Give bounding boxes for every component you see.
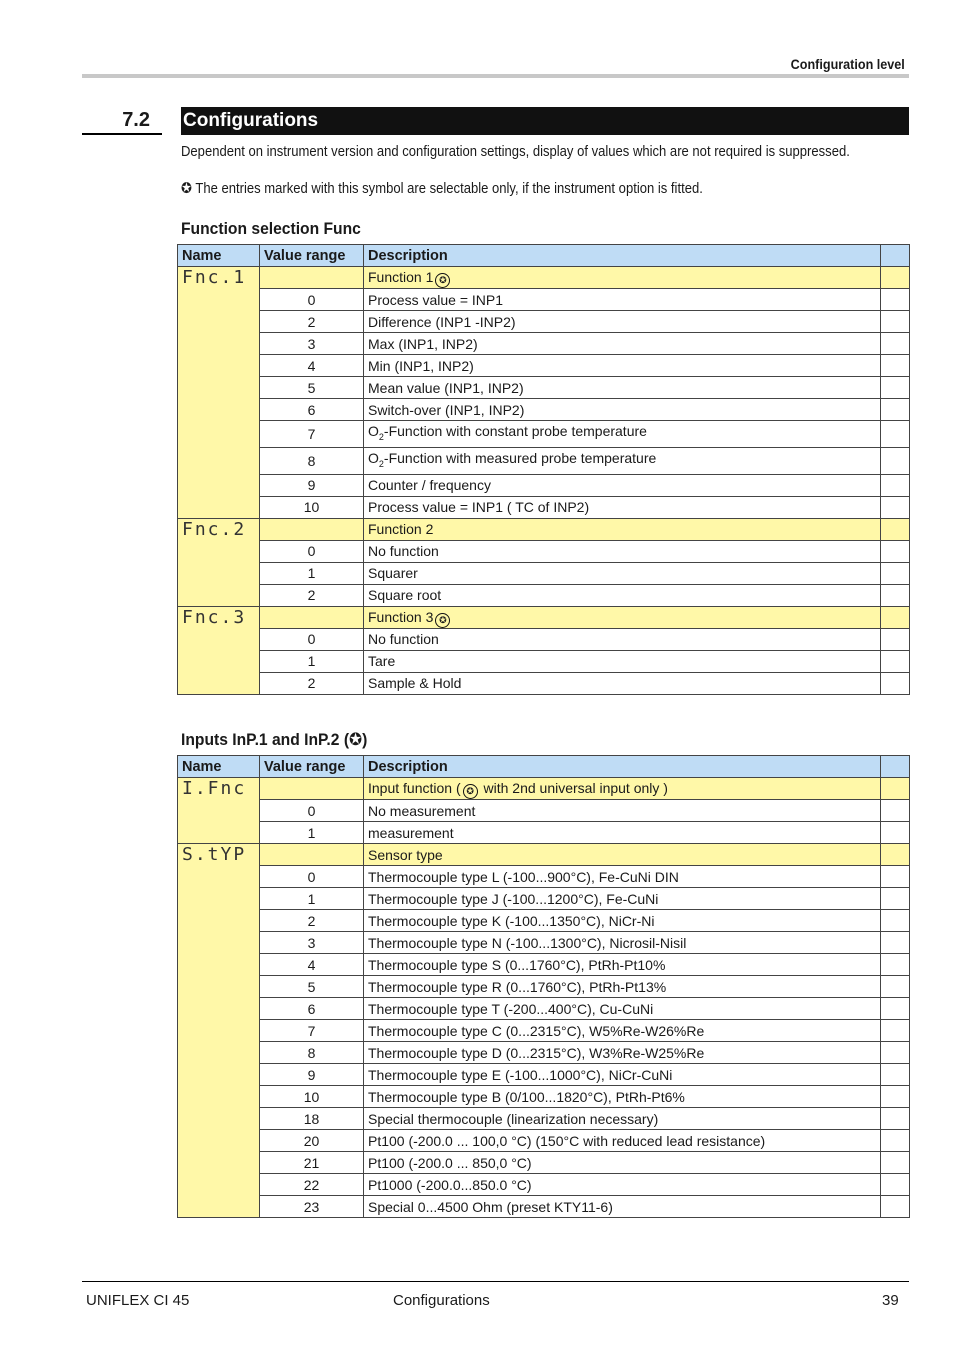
- description-cell: Special thermocouple (linearization necessary): [364, 1108, 881, 1130]
- extra-cell: [881, 333, 910, 355]
- extra-cell: [881, 496, 910, 518]
- description-cell: Pt100 (-200.0 ... 100,0 °C) (150°C with reduced lead resistance): [364, 1130, 881, 1152]
- extra-cell: [881, 822, 910, 844]
- table-row: [178, 1108, 910, 1130]
- extra-cell: [881, 910, 910, 932]
- extra-cell: [881, 1064, 910, 1086]
- table-header-row: [178, 756, 910, 778]
- table-row: [178, 399, 910, 421]
- description-cell: Squarer: [364, 562, 881, 584]
- table-row: [178, 1174, 910, 1196]
- description-cell: Thermocouple type C (0...2315°C), W5%Re-W26%Re: [364, 1020, 881, 1042]
- table-row: [178, 910, 910, 932]
- group-value-cell: [260, 518, 364, 540]
- value-cell: 9: [260, 1064, 364, 1086]
- table2-title: [181, 730, 367, 750]
- value-cell: 1: [260, 822, 364, 844]
- group-title-text: Function 1: [368, 269, 434, 285]
- group-title: [364, 267, 881, 289]
- table-row: [178, 474, 910, 496]
- table-row: [178, 628, 910, 650]
- parameter-name: Fnc.1: [178, 267, 260, 519]
- inputs-table: [177, 755, 910, 1218]
- footer-page-number: 39: [882, 1292, 899, 1309]
- table-row: [178, 1086, 910, 1108]
- description-cell: Thermocouple type J (-100...1200°C), Fe-CuNi: [364, 888, 881, 910]
- table-row: [178, 447, 910, 474]
- option-symbol-icon: ✪: [435, 613, 450, 628]
- group-title-text: Sensor type: [368, 846, 443, 863]
- value-cell: 5: [260, 976, 364, 998]
- extra-cell: [881, 998, 910, 1020]
- extra-cell: [881, 628, 910, 650]
- extra-cell: [881, 355, 910, 377]
- table-row: [178, 1152, 910, 1174]
- table-row: [178, 311, 910, 333]
- col-header-name: Name: [178, 245, 260, 267]
- extra-cell: [881, 932, 910, 954]
- table-row: [178, 800, 910, 822]
- table-row: [178, 540, 910, 562]
- description-cell: No function: [364, 628, 881, 650]
- extra-cell: [881, 1130, 910, 1152]
- description-cell: Sample & Hold: [364, 672, 881, 694]
- description-cell: $O_2$-Function with measured probe temperature: [364, 447, 881, 474]
- extra-cell: [881, 399, 910, 421]
- group-row: [178, 267, 910, 289]
- value-cell: 0: [260, 800, 364, 822]
- extra-cell: [881, 474, 910, 496]
- value-cell: 1: [260, 888, 364, 910]
- value-cell: 5: [260, 377, 364, 399]
- col-header-value-range: Value range: [260, 245, 364, 267]
- description-cell: Mean value (INP1, INP2): [364, 377, 881, 399]
- table-row: [178, 976, 910, 998]
- value-cell: 10: [260, 1086, 364, 1108]
- group-title: [364, 606, 881, 628]
- table-row: [178, 584, 910, 606]
- extra-cell: [881, 650, 910, 672]
- description-cell: Thermocouple type R (0...1760°C), PtRh-Pt13%: [364, 976, 881, 998]
- table-row: [178, 822, 910, 844]
- value-cell: 9: [260, 474, 364, 496]
- symbol-note: [181, 181, 703, 197]
- table2-title-text: Inputs InP.1 and InP.2 (: [181, 730, 350, 749]
- symbol-note-text: The entries marked with this symbol are selectable only, if the instrument option is fitted.: [195, 181, 703, 197]
- value-cell: 7: [260, 1020, 364, 1042]
- table-row: [178, 954, 910, 976]
- extra-cell: [881, 540, 910, 562]
- value-cell: 3: [260, 932, 364, 954]
- col-header-value-range: Value range: [260, 756, 364, 778]
- description-cell: measurement: [364, 822, 881, 844]
- value-cell: 20: [260, 1130, 364, 1152]
- value-cell: 0: [260, 289, 364, 311]
- option-symbol-icon: ✪: [435, 273, 450, 288]
- header-rule: [82, 74, 909, 78]
- value-cell: 6: [260, 998, 364, 1020]
- group-row: [178, 844, 910, 866]
- extra-cell: [881, 289, 910, 311]
- description-cell: Switch-over (INP1, INP2): [364, 399, 881, 421]
- value-cell: 21: [260, 1152, 364, 1174]
- extra-cell: [881, 672, 910, 694]
- extra-cell: [881, 267, 910, 289]
- extra-cell: [881, 584, 910, 606]
- extra-cell: [881, 1152, 910, 1174]
- group-title-suffix: with 2nd universal input only ): [479, 780, 668, 796]
- col-header-extra: [881, 756, 910, 778]
- description-cell: Thermocouple type E (-100...1000°C), NiCr-CuNi: [364, 1064, 881, 1086]
- description-cell: Min (INP1, INP2): [364, 355, 881, 377]
- col-header-description: Description: [364, 245, 881, 267]
- table-row: [178, 672, 910, 694]
- table-row: [178, 866, 910, 888]
- value-cell: 1: [260, 650, 364, 672]
- section-title-bar: [181, 107, 909, 135]
- extra-cell: [881, 1086, 910, 1108]
- extra-cell: [881, 1020, 910, 1042]
- value-cell: 2: [260, 672, 364, 694]
- description-cell: Thermocouple type D (0...2315°C), W3%Re-W25%Re: [364, 1042, 881, 1064]
- extra-cell: [881, 1042, 910, 1064]
- description-cell: No measurement: [364, 800, 881, 822]
- extra-cell: [881, 421, 910, 448]
- description-cell: $O_2$-Function with constant probe temperature: [364, 421, 881, 448]
- col-header-name: Name: [178, 756, 260, 778]
- parameter-name: S.tYP: [178, 844, 260, 1218]
- extra-cell: [881, 800, 910, 822]
- value-cell: 7: [260, 421, 364, 448]
- table2-title-close: ): [362, 730, 368, 749]
- table1-title: Function selection Func: [181, 219, 361, 238]
- table-row: [178, 562, 910, 584]
- extra-cell: [881, 844, 910, 866]
- description-cell: Thermocouple type L (-100...900°C), Fe-CuNi DIN: [364, 866, 881, 888]
- description-cell: Thermocouple type K (-100...1350°C), NiCr-Ni: [364, 910, 881, 932]
- value-cell: 1: [260, 562, 364, 584]
- description-cell: Difference (INP1 -INP2): [364, 311, 881, 333]
- group-title-text: Function 3: [368, 608, 434, 625]
- extra-cell: [881, 1174, 910, 1196]
- extra-cell: [881, 976, 910, 998]
- table-row: [178, 421, 910, 448]
- description-cell: Thermocouple type B (0/100...1820°C), PtRh-Pt6%: [364, 1086, 881, 1108]
- value-cell: 0: [260, 628, 364, 650]
- running-header: Configuration level: [790, 56, 905, 72]
- extra-cell: [881, 866, 910, 888]
- table-row: [178, 377, 910, 399]
- value-cell: 4: [260, 355, 364, 377]
- group-value-cell: [260, 778, 364, 800]
- value-cell: 2: [260, 910, 364, 932]
- table-header-row: [178, 245, 910, 267]
- extra-cell: [881, 1196, 910, 1218]
- value-cell: 0: [260, 866, 364, 888]
- description-cell: Pt100 (-200.0 ... 850,0 °C): [364, 1152, 881, 1174]
- description-cell: Thermocouple type T (-200...400°C), Cu-CuNi: [364, 998, 881, 1020]
- parameter-name: Fnc.2: [178, 518, 260, 606]
- extra-cell: [881, 311, 910, 333]
- parameter-name: Fnc.3: [178, 606, 260, 694]
- description-cell: Max (INP1, INP2): [364, 333, 881, 355]
- description-cell: Tare: [364, 650, 881, 672]
- group-value-cell: [260, 606, 364, 628]
- option-symbol-icon: ✪: [181, 181, 192, 197]
- footer-rule: [82, 1281, 909, 1282]
- group-row: [178, 518, 910, 540]
- intro-paragraph: Dependent on instrument version and configuration settings, display of values which are not required is suppressed.: [181, 144, 850, 160]
- extra-cell: [881, 888, 910, 910]
- table-row: [178, 1020, 910, 1042]
- extra-cell: [881, 1108, 910, 1130]
- group-title: [364, 844, 881, 866]
- table-row: [178, 932, 910, 954]
- section-title: Configurations: [183, 110, 319, 131]
- group-title-text: Input function (: [368, 780, 461, 796]
- value-cell: 4: [260, 954, 364, 976]
- table-row: [178, 888, 910, 910]
- value-cell: 18: [260, 1108, 364, 1130]
- extra-cell: [881, 518, 910, 540]
- description-cell: Square root: [364, 584, 881, 606]
- description-cell: Process value = INP1: [364, 289, 881, 311]
- parameter-name: I.Fnc: [178, 778, 260, 844]
- group-title: [364, 518, 881, 540]
- footer-chapter: Configurations: [393, 1292, 490, 1309]
- extra-cell: [881, 562, 910, 584]
- section-number: 7.2: [122, 109, 150, 131]
- section-number-box: [82, 106, 162, 135]
- group-row: [178, 778, 910, 800]
- table-row: [178, 289, 910, 311]
- value-cell: 8: [260, 447, 364, 474]
- table-row: [178, 1130, 910, 1152]
- table-row: [178, 355, 910, 377]
- table-row: [178, 998, 910, 1020]
- value-cell: 6: [260, 399, 364, 421]
- description-cell: Thermocouple type S (0...1760°C), PtRh-Pt10%: [364, 954, 881, 976]
- description-cell: Pt1000 (-200.0...850.0 °C): [364, 1174, 881, 1196]
- extra-cell: [881, 778, 910, 800]
- footer-product: UNIFLEX CI 45: [86, 1292, 190, 1309]
- col-header-extra: [881, 245, 910, 267]
- table-row: [178, 1042, 910, 1064]
- table-row: [178, 1196, 910, 1218]
- extra-cell: [881, 447, 910, 474]
- value-cell: 0: [260, 540, 364, 562]
- value-cell: 2: [260, 584, 364, 606]
- group-value-cell: [260, 844, 364, 866]
- value-cell: 22: [260, 1174, 364, 1196]
- extra-cell: [881, 377, 910, 399]
- description-cell: No function: [364, 540, 881, 562]
- description-cell: Thermocouple type N (-100...1300°C), Nicrosil-Nisil: [364, 932, 881, 954]
- value-cell: 8: [260, 1042, 364, 1064]
- extra-cell: [881, 606, 910, 628]
- table-row: [178, 496, 910, 518]
- group-title-text: Function 2: [368, 521, 434, 538]
- table-row: [178, 333, 910, 355]
- table-row: [178, 650, 910, 672]
- col-header-description: Description: [364, 756, 881, 778]
- table-row: [178, 1064, 910, 1086]
- description-cell: Counter / frequency: [364, 474, 881, 496]
- group-value-cell: [260, 267, 364, 289]
- option-symbol-icon: ✪: [463, 784, 478, 799]
- option-symbol-icon: ✪: [349, 730, 363, 749]
- value-cell: 2: [260, 311, 364, 333]
- group-title: [364, 778, 881, 800]
- extra-cell: [881, 954, 910, 976]
- value-cell: 23: [260, 1196, 364, 1218]
- value-cell: 3: [260, 333, 364, 355]
- value-cell: 10: [260, 496, 364, 518]
- description-cell: Process value = INP1 ( TC of INP2): [364, 496, 881, 518]
- function-selection-table: [177, 244, 910, 695]
- group-row: [178, 606, 910, 628]
- description-cell: Special 0...4500 Ohm (preset KTY11-6): [364, 1196, 881, 1218]
